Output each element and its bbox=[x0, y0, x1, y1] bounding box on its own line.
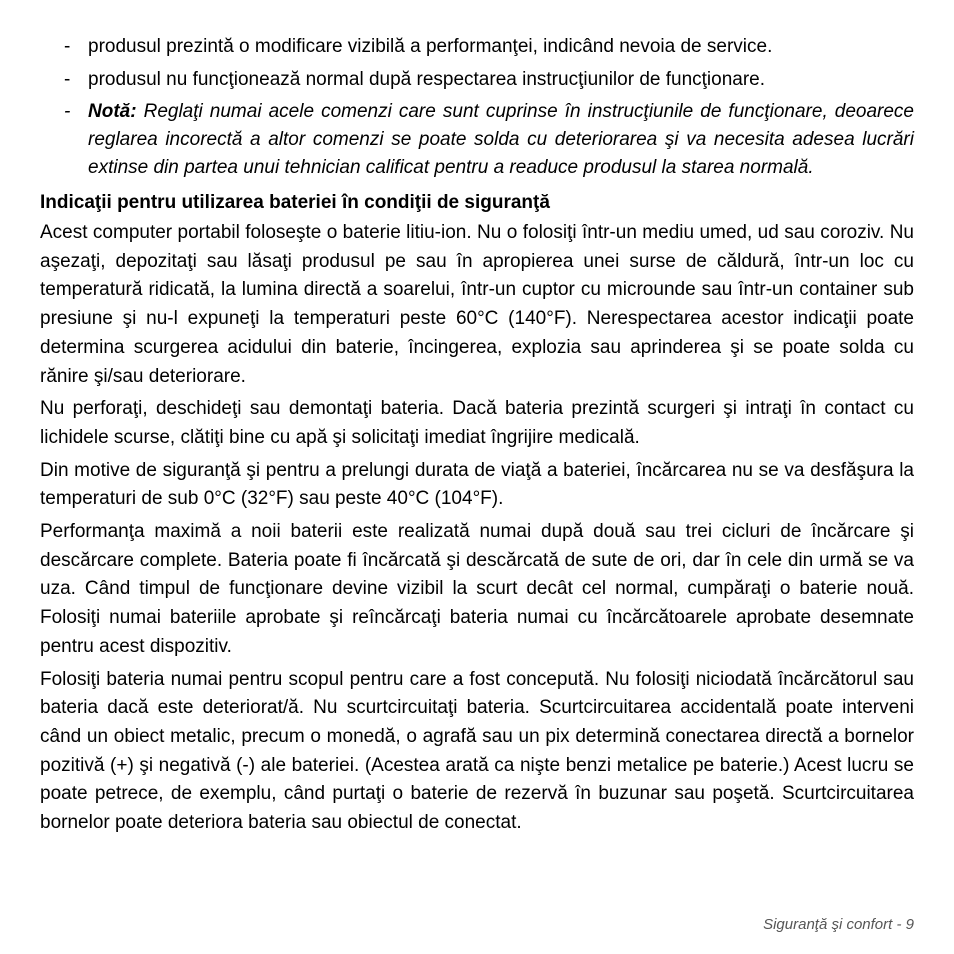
list-item-text: produsul prezintă o modificare vizibilă a performanţei, indicând nevoia de service. bbox=[88, 36, 773, 57]
note-label: Notă: bbox=[88, 101, 137, 122]
paragraph-battery-leak: Nu perforaţi, deschideţi sau demontaţi bateria. Dacă bateria prezintă scurgeri şi intraţi în contact cu lichidele scurse, clătiţi bine cu apă şi solicitaţi imediat îngrijire medicală. bbox=[40, 398, 914, 448]
list-item-text: produsul nu funcţionează normal după respectarea instrucţiunilor de funcţionare. bbox=[88, 69, 766, 90]
note-text: Reglaţi numai acele comenzi care sunt cuprinse în instrucţiunile de funcţionare, deoarece reglarea incorectă a altor comenzi se poate solda cu deteriorarea şi va necesita adesea lucrări extinse din partea unui tehnician calificat pentru a readuce produsul la starea normală. bbox=[88, 101, 914, 178]
list-item-note bbox=[40, 98, 914, 182]
paragraph-short-circuit: Folosiţi bateria numai pentru scopul pentru care a fost concepută. Nu folosiţi niciodată încărcătorul sau bateria dacă este deteriorat/ă. Nu scurtcircuitaţi bateria. Scurtcircuitarea accidentală poate interveni când un obiect metalic, precum o monedă, o agrafă sau un pix determină conectarea directă a bornelor pozitivă (+) şi negativă (-) ale bateriei. (Acestea arată ca nişte benzi metalice pe baterie.) Acest lucru se poate petrece, de exemplu, când purtaţi o baterie de rezervă în buzunar sau poşetă. Scurtcircuitarea bornelor poate deteriora bateria sau obiectul de conectat. bbox=[40, 668, 914, 834]
bullet-dash: - bbox=[64, 101, 71, 122]
paragraph-battery-performance: Performanţa maximă a noii baterii este realizată numai după două sau trei cicluri de încărcare şi descărcare complete. Bateria poate fi încărcată şi descărcată de sute de ori, dar în cele din urmă se va uza. Când timpul de funcţionare devine vizibil la scurt decât cel normal, cumpăraţi o baterie nouă. Folosiţi numai bateriile aprobate şi reîncărcaţi bateria numai cu încărcătoarele aprobate desemnate pentru acest dispozitiv. bbox=[40, 521, 914, 657]
list-item-malfunction bbox=[40, 65, 914, 94]
bullet-dash: - bbox=[64, 69, 71, 90]
list-item-service bbox=[40, 32, 914, 61]
section-heading: Indicaţii pentru utilizarea bateriei în condiţii de siguranţă bbox=[40, 192, 550, 213]
bullet-dash: - bbox=[64, 36, 71, 57]
paragraph-charging-temperature: Din motive de siguranţă şi pentru a prelungi durata de viaţă a bateriei, încărcarea nu se va desfăşura la temperaturi de sub 0°C (32°F) sau peste 40°C (104°F). bbox=[40, 459, 914, 510]
paragraph-battery-usage: Acest computer portabil foloseşte o baterie litiu-ion. Nu o folosiţi într-un mediu umed, ud sau coroziv. Nu aşezaţi, depozitaţi sau lăsaţi produsul pe sau în apropierea unei surse de căldură, într-un loc cu temperatură ridicată, la lumina directă a soarelui, într-un cuptor cu microunde sau într-un container sub presiune şi nu-l expuneţi la temperaturi peste 60°C (140°F). Nerespectarea acestor indicaţii poate determina scurgerea acidului din baterie, încingerea, explozia sau aprinderea şi se poate solda cu rănire şi/sau deteriorare. bbox=[40, 222, 914, 387]
page-footer: Siguranţă şi confort - 9 bbox=[763, 916, 914, 933]
document-page bbox=[40, 32, 914, 842]
